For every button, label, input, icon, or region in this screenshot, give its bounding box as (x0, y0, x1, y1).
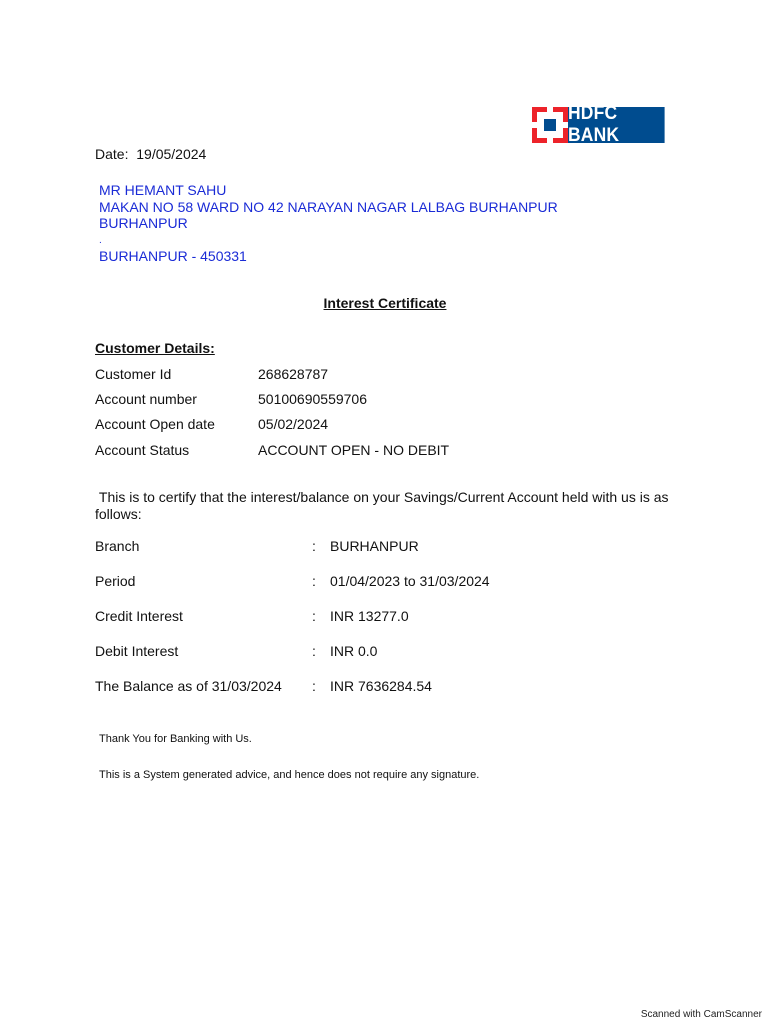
customer-name: MR HEMANT SAHU (99, 182, 227, 198)
address-line-3: . (99, 235, 102, 246)
system-generated-note: This is a System generated advice, and hence does not require any signature. (99, 769, 480, 781)
balance-value: INR 7636284.54 (330, 678, 432, 694)
credit-interest-value: INR 13277.0 (330, 608, 409, 624)
balance-label: The Balance as of 31/03/2024 (95, 678, 282, 694)
period-value: 01/04/2023 to 31/03/2024 (330, 573, 490, 589)
customer-id-label: Customer Id (95, 366, 172, 382)
branch-label: Branch (95, 538, 140, 554)
logo-wordmark: HDFC BANK (568, 107, 665, 143)
address-line-1: MAKAN NO 58 WARD NO 42 NARAYAN NAGAR LALBAG BURHANPUR (99, 199, 558, 215)
separator: : (312, 678, 316, 694)
account-open-date-value: 05/02/2024 (258, 416, 329, 432)
customer-details-heading: Customer Details: (95, 340, 215, 356)
account-status-value: ACCOUNT OPEN - NO DEBIT (258, 442, 450, 458)
account-number-value: 50100690559706 (258, 391, 368, 407)
address-line-2: BURHANPUR (99, 215, 188, 231)
hdfc-bank-logo (532, 103, 673, 146)
branch-value: BURHANPUR (330, 538, 419, 554)
customer-id-value: 268628787 (258, 366, 329, 382)
address-line-4: BURHANPUR - 450331 (99, 248, 247, 264)
separator: : (312, 608, 316, 624)
account-number-label: Account number (95, 391, 197, 407)
debit-interest-value: INR 0.0 (330, 643, 378, 659)
thank-you-note: Thank You for Banking with Us. (99, 733, 252, 745)
scanner-watermark: Scanned with CamScanner (640, 1009, 762, 1020)
hdfc-logo-mark-icon (532, 107, 568, 143)
separator: : (312, 643, 316, 659)
account-open-date-label: Account Open date (95, 416, 215, 432)
certify-paragraph: This is to certify that the interest/balance on your Savings/Current Account held with us is as follows: (95, 489, 673, 522)
letter-date: Date: 19/05/2024 (95, 146, 207, 162)
separator: : (312, 538, 316, 554)
account-status-label: Account Status (95, 442, 190, 458)
document-title: Interest Certificate (323, 295, 447, 311)
debit-interest-label: Debit Interest (95, 643, 179, 659)
credit-interest-label: Credit Interest (95, 608, 183, 624)
separator: : (312, 573, 316, 589)
period-label: Period (95, 573, 136, 589)
